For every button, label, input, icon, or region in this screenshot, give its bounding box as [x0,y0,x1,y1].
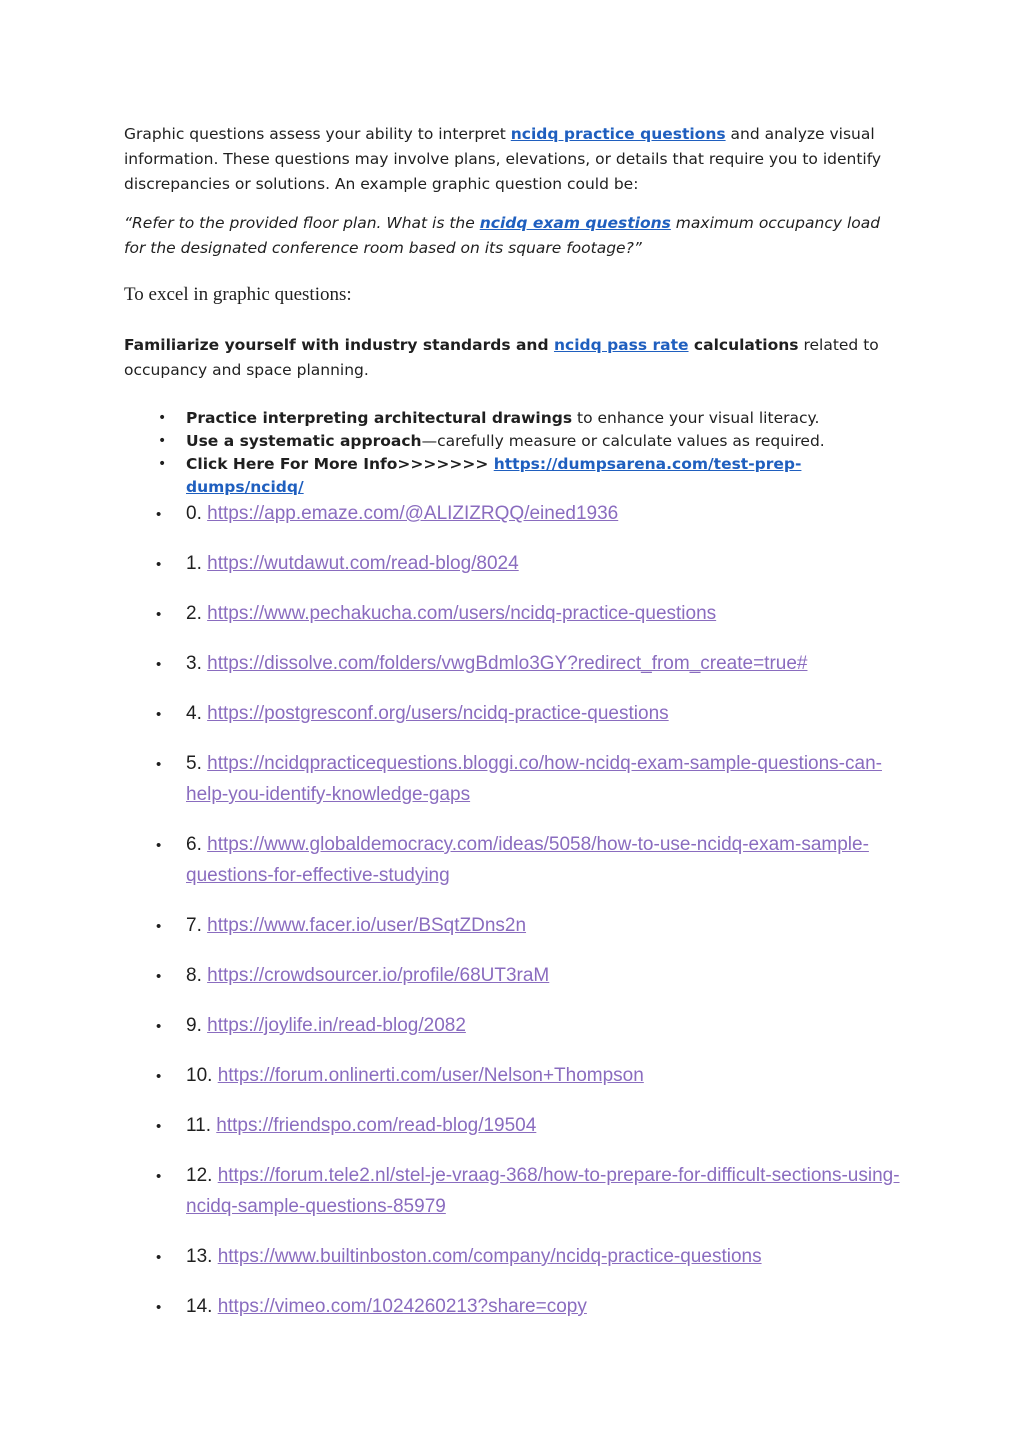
familiarize-paragraph [124,333,904,383]
tips-list [124,407,904,499]
bullet-dot-icon: • [156,1118,162,1135]
bullet-dot-icon: • [156,1168,162,1185]
intro-text-a: Graphic questions assess your ability to interpret [124,125,511,143]
resource-link[interactable]: https://ncidqpracticequestions.bloggi.co/how-ncidq-exam-sample-questions-can-help-you-identify-knowledge-gaps [186,753,882,805]
bullet-dot-icon: • [156,1299,162,1316]
resource-link[interactable]: https://vimeo.com/1024260213?share=copy [217,1296,587,1317]
link-list-item [124,1291,924,1322]
link-list-item [124,698,924,729]
link-number: 2. [186,603,208,624]
resource-link[interactable]: https://friendspo.com/read-blog/19504 [216,1115,537,1136]
bullet-dot-icon: • [156,1018,162,1035]
link-list-item [124,548,924,579]
link-list-item [124,1241,924,1272]
link-number: 7. [186,915,208,936]
resource-link[interactable]: https://www.globaldemocracy.com/ideas/5058/how-to-use-ncidq-exam-sample-questions-for-effective-studying [186,834,869,886]
link-list-item [124,910,924,941]
resource-link[interactable]: https://www.pechakucha.com/users/ncidq-practice-questions [207,603,717,624]
link-list-item [124,498,924,529]
familiarize-rest: related to occupancy and space planning. [124,336,879,379]
link-number: 9. [186,1015,208,1036]
link-list-item [124,829,924,891]
tip-item [124,407,904,430]
link-list-item [124,648,924,679]
bullet-dot-icon: • [156,837,162,854]
resource-link[interactable]: https://joylife.in/read-blog/2082 [207,1015,466,1036]
tip-bold: Use a systematic approach [186,432,422,450]
link-number: 3. [186,653,208,674]
tip-rest: —carefully measure or calculate values as required. [421,432,825,450]
link-list-item [124,1110,924,1141]
bullet-dot-icon: • [156,506,162,523]
bullet-dot-icon: • [156,1249,162,1266]
section-heading: To excel in graphic questions: [124,284,352,305]
bullet-dot-icon: • [156,1068,162,1085]
bullet-dot-icon: • [156,756,162,773]
link-number: 14. [186,1296,218,1317]
tip-bold: Practice interpreting architectural drawings [186,409,573,427]
resource-link[interactable]: https://wutdawut.com/read-blog/8024 [207,553,519,574]
link-number: 5. [186,753,208,774]
familiarize-bold-b: calculations [688,336,799,354]
link-number: 0. [186,503,208,524]
resource-link[interactable]: https://forum.onlinerti.com/user/Nelson+Thompson [217,1065,644,1086]
link-list-item [124,1010,924,1041]
link-list-item [124,1160,924,1222]
link-number: 6. [186,834,208,855]
ncidq-pass-rate-link[interactable]: ncidq pass rate [553,336,689,354]
resource-link[interactable]: https://www.facer.io/user/BSqtZDns2n [207,915,527,936]
bullet-dot-icon: • [156,606,162,623]
resource-link[interactable]: https://www.builtinboston.com/company/ncidq-practice-questions [217,1246,762,1267]
ncidq-practice-questions-link[interactable]: ncidq practice questions [510,125,726,143]
link-number: 1. [186,553,208,574]
link-list-item [124,748,924,810]
tip-item [124,430,904,453]
tip-rest: to enhance your visual literacy. [572,409,820,427]
resource-link[interactable]: https://app.emaze.com/@ALIZIZRQQ/eined1936 [207,503,619,524]
link-number: 12. [186,1165,218,1186]
link-list-item [124,1060,924,1091]
resource-link[interactable]: https://crowdsourcer.io/profile/68UT3raM [207,965,550,986]
link-number: 11. [186,1115,217,1136]
bullet-dot-icon: • [156,556,162,573]
resource-link[interactable]: https://dissolve.com/folders/vwgBdmlo3GY?redirect_from_create=true# [207,653,808,674]
resource-link[interactable]: https://postgresconf.org/users/ncidq-practice-questions [207,703,669,724]
bullet-dot-icon: • [156,706,162,723]
resource-links-list [124,498,924,1341]
bullet-dot-icon: • [156,918,162,935]
bullet-dot-icon: • [158,410,167,426]
dumpsarena-link[interactable]: https://dumpsarena.com/test-prep-dumps/ncidq/ [186,455,802,496]
link-list-item [124,960,924,991]
intro-text-b: and analyze visual information. These questions may involve plans, elevations, or details that require you to identify discrepancies or solutions. An example graphic question could be: [124,125,882,193]
link-number: 8. [186,965,208,986]
link-number: 13. [186,1246,218,1267]
tip-item [124,453,904,499]
link-list-item [124,598,924,629]
example-text-a: “Refer to the provided floor plan. What is the [124,214,480,232]
bullet-dot-icon: • [158,456,167,472]
example-question-paragraph [124,211,904,261]
bullet-dot-icon: • [156,968,162,985]
tip-bold: Click Here For More Info>>>>>>> [186,455,494,473]
link-number: 4. [186,703,208,724]
resource-link[interactable]: https://forum.tele2.nl/stel-je-vraag-368/how-to-prepare-for-difficult-sections-using-ncidq-sample-questions-85979 [186,1165,900,1217]
bullet-dot-icon: • [156,656,162,673]
familiarize-bold-a: Familiarize yourself with industry standards and [124,336,554,354]
intro-paragraph [124,122,904,197]
link-number: 10. [186,1065,218,1086]
example-text-b: maximum occupancy load for the designated conference room based on its square footage?” [124,214,881,257]
bullet-dot-icon: • [158,433,167,449]
ncidq-exam-questions-link[interactable]: ncidq exam questions [479,214,671,232]
